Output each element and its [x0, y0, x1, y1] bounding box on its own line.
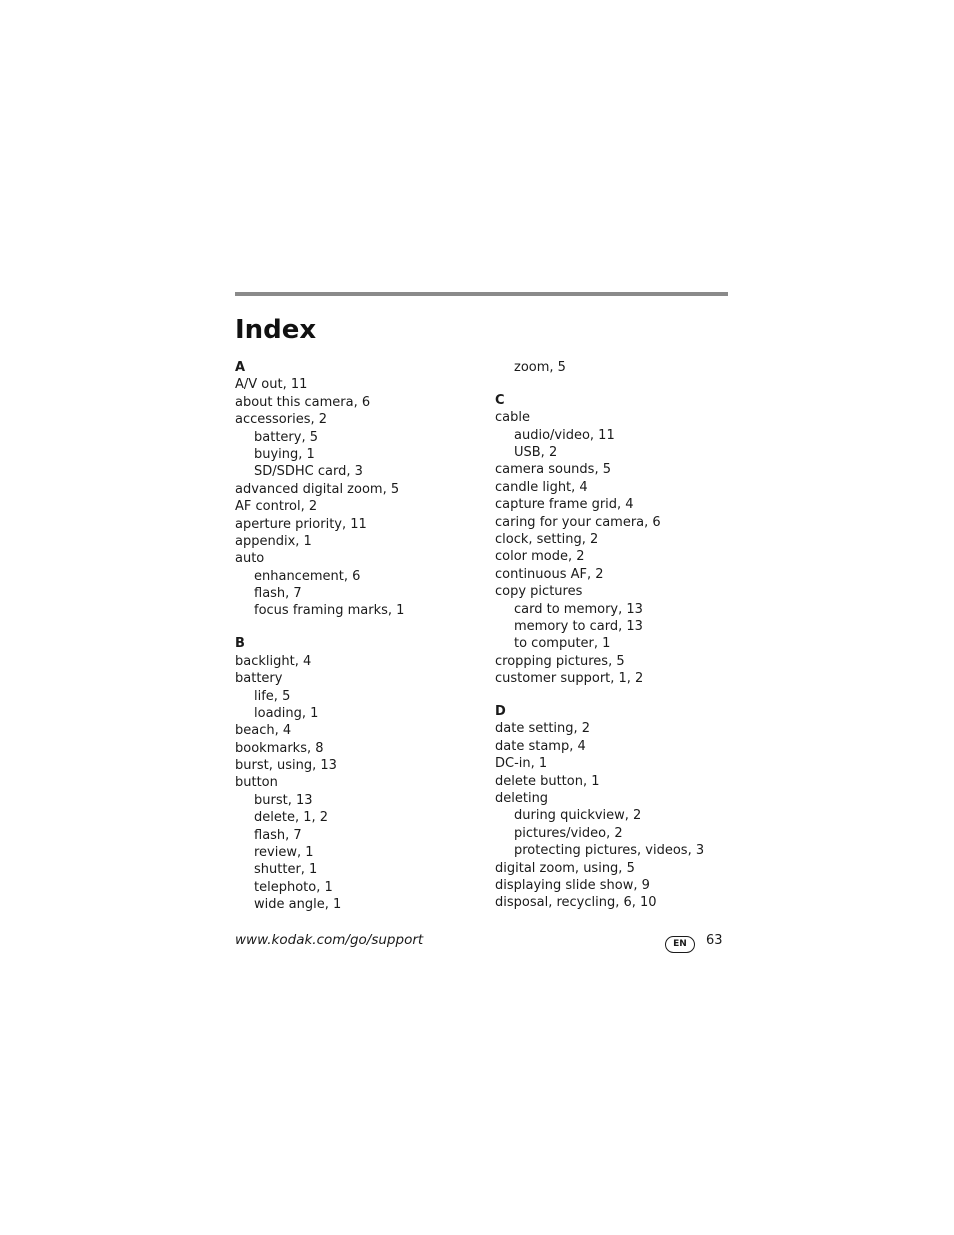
top-rule [235, 292, 728, 296]
index-entry[interactable]: copy pictures [495, 584, 583, 600]
index-subentry[interactable]: buying, 1 [254, 446, 315, 462]
index-entry[interactable]: cable [495, 410, 530, 426]
index-entry[interactable]: auto [235, 551, 265, 567]
index-letter-heading: D [495, 704, 506, 720]
index-entry[interactable]: burst, using, 13 [235, 758, 337, 774]
index-entry[interactable]: DC-in, 1 [495, 756, 548, 772]
index-entry[interactable]: clock, setting, 2 [495, 532, 599, 548]
index-letter-heading: A [235, 360, 246, 375]
index-subentry[interactable]: loading, 1 [254, 705, 319, 721]
index-entry[interactable]: camera sounds, 5 [495, 462, 611, 478]
index-gap [495, 688, 704, 704]
index-entry[interactable]: disposal, recycling, 6, 10 [495, 895, 657, 911]
index-subentry[interactable]: zoom, 5 [514, 360, 566, 375]
index-entry[interactable]: AF control, 2 [235, 499, 318, 515]
index-gap [495, 376, 704, 392]
page-number: 63 [706, 933, 723, 948]
index-entry[interactable]: candle light, 4 [495, 479, 588, 495]
index-entry[interactable]: accessories, 2 [235, 412, 328, 428]
index-entry[interactable]: date setting, 2 [495, 721, 591, 737]
index-subentry[interactable]: to computer, 1 [514, 636, 611, 652]
language-badge: EN [665, 936, 695, 953]
index-entry[interactable]: backlight, 4 [235, 653, 312, 669]
index-column-left [235, 359, 404, 914]
index-subentry[interactable]: focus framing marks, 1 [254, 603, 405, 619]
index-entry[interactable]: aperture priority, 11 [235, 516, 367, 532]
index-subentry[interactable]: protecting pictures, videos, 3 [514, 843, 705, 859]
index-subentry[interactable]: flash, 7 [254, 827, 302, 843]
index-subentry[interactable]: shutter, 1 [254, 862, 318, 878]
index-column-right [495, 359, 704, 912]
index-entry[interactable]: color mode, 2 [495, 549, 585, 565]
index-subentry[interactable]: telephoto, 1 [254, 879, 333, 895]
index-subentry[interactable]: card to memory, 13 [514, 601, 643, 617]
index-subentry[interactable]: review, 1 [254, 845, 314, 861]
index-subentry[interactable]: wide angle, 1 [254, 897, 342, 913]
index-entry[interactable]: capture frame grid, 4 [495, 497, 634, 513]
index-entry[interactable]: beach, 4 [235, 723, 292, 739]
index-entry[interactable]: delete button, 1 [495, 773, 600, 789]
index-entry[interactable]: caring for your camera, 6 [495, 514, 661, 530]
index-letter-heading: C [495, 392, 505, 408]
index-entry[interactable]: bookmarks, 8 [235, 740, 324, 756]
index-subentry[interactable]: delete, 1, 2 [254, 810, 329, 826]
index-subentry[interactable]: flash, 7 [254, 586, 302, 602]
index-entry[interactable]: A/V out, 11 [235, 377, 308, 393]
index-gap [235, 620, 404, 636]
index-entry[interactable]: cropping pictures, 5 [495, 653, 625, 669]
index-entry[interactable]: button [235, 775, 278, 791]
index-entry[interactable]: digital zoom, using, 5 [495, 860, 635, 876]
index-entry[interactable]: advanced digital zoom, 5 [235, 481, 400, 497]
index-entry[interactable]: appendix, 1 [235, 533, 312, 549]
page-title: Index [235, 315, 317, 345]
index-entry[interactable]: about this camera, 6 [235, 394, 371, 410]
index-subentry[interactable]: burst, 13 [254, 792, 313, 808]
index-entry[interactable]: deleting [495, 790, 549, 806]
index-subentry[interactable]: USB, 2 [514, 445, 558, 461]
index-entry[interactable]: customer support, 1, 2 [495, 671, 644, 687]
index-subentry[interactable]: enhancement, 6 [254, 568, 361, 584]
index-subentry[interactable]: audio/video, 11 [514, 427, 615, 443]
index-subentry[interactable]: SD/SDHC card, 3 [254, 464, 363, 480]
index-letter-heading: B [235, 636, 245, 652]
index-subentry[interactable]: life, 5 [254, 688, 291, 704]
index-entry[interactable]: battery [235, 671, 283, 687]
index-entry[interactable]: date stamp, 4 [495, 738, 586, 754]
support-url-link[interactable]: www.kodak.com/go/support [235, 932, 424, 948]
index-subentry[interactable]: pictures/video, 2 [514, 825, 623, 841]
index-entry[interactable]: continuous AF, 2 [495, 566, 604, 582]
index-subentry[interactable]: memory to card, 13 [514, 618, 643, 634]
index-subentry[interactable]: during quickview, 2 [514, 808, 642, 824]
index-entry[interactable]: displaying slide show, 9 [495, 877, 650, 893]
index-subentry[interactable]: battery, 5 [254, 429, 318, 445]
